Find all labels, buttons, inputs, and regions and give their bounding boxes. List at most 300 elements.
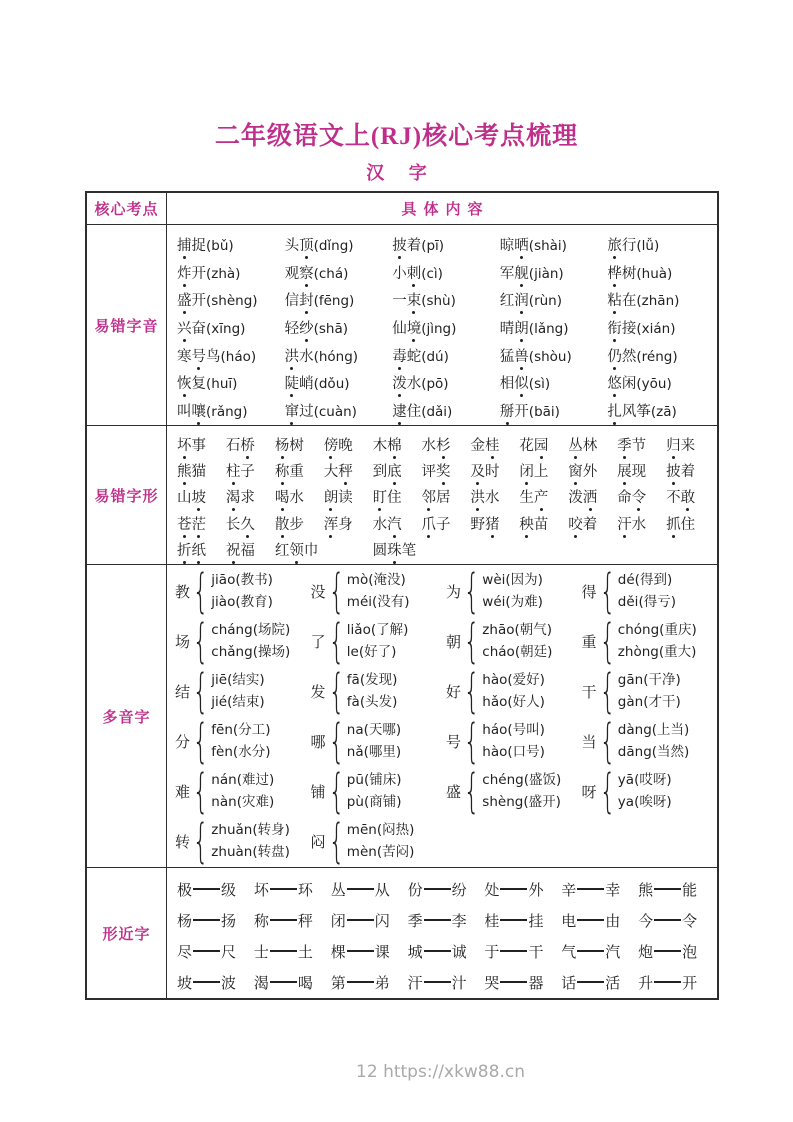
word (275, 490, 304, 506)
word-entry (666, 486, 715, 507)
character: 复 (191, 376, 206, 393)
character: 闭 (330, 912, 346, 930)
pinyin-entry (177, 345, 285, 366)
example-word: (爱好) (507, 671, 545, 688)
brace: { (192, 814, 209, 868)
word-entry (617, 460, 666, 481)
character: 波 (221, 974, 237, 992)
pinyin: chéng (482, 771, 524, 788)
word-entry (422, 460, 471, 481)
character: 苗 (533, 516, 549, 533)
character: 气 (561, 943, 577, 961)
word (177, 464, 206, 480)
character: 称 (275, 460, 290, 481)
reading (347, 791, 402, 814)
readings (482, 719, 545, 764)
pinyin: shèng (482, 794, 524, 810)
character: 过 (299, 403, 314, 420)
character: 坡 (177, 974, 193, 992)
polyphone-entry (310, 764, 447, 818)
character: 从 (374, 881, 390, 899)
pinyin-entry (500, 234, 608, 255)
pinyin: háo (482, 721, 508, 738)
pinyin: (cuàn) (313, 403, 357, 420)
character: 处 (484, 881, 500, 899)
character: 茫 (192, 513, 207, 534)
character: 子 (240, 464, 255, 481)
pinyin: jiē (211, 671, 228, 688)
character: 称 (253, 912, 269, 930)
word (519, 490, 548, 506)
character: 诚 (451, 943, 467, 961)
character: 毒 (392, 345, 407, 366)
polyphone-entry (310, 614, 447, 668)
character: 熊 (177, 460, 192, 481)
character: 挂 (528, 912, 544, 930)
word-entry (177, 513, 226, 534)
pinyin: (bǔ) (206, 238, 234, 255)
page-footer: 12 https://xkw88.cn (356, 1062, 525, 1082)
character: 棉 (387, 434, 402, 455)
character: 纷 (451, 881, 467, 899)
character: 邻 (422, 486, 437, 507)
character: 折 (177, 539, 192, 560)
pinyin: liǎo (346, 621, 371, 638)
reading (347, 691, 398, 714)
character: 步 (289, 516, 304, 533)
word (500, 404, 529, 420)
character: 水 (372, 516, 388, 533)
character: 窜 (285, 400, 300, 421)
pinyin-entry (500, 317, 608, 338)
word (285, 349, 314, 365)
readings (347, 569, 410, 614)
word (422, 438, 451, 454)
character: 苍 (177, 513, 192, 534)
character: 捕 (177, 234, 192, 255)
character: 时 (484, 464, 500, 481)
character: 丛 (330, 881, 346, 899)
pinyin: (zhān) (636, 293, 680, 310)
word (422, 464, 451, 480)
word-entry (373, 513, 422, 534)
character: 园 (534, 434, 549, 455)
similar-pair (561, 972, 638, 993)
polyphone-character: 重 (581, 632, 597, 651)
row-label-mispronounced-sounds: 易错字音 (87, 225, 167, 425)
polyphone-character: 哪 (310, 732, 326, 751)
character: 逮 (392, 400, 407, 421)
row-mispronounced-sounds (87, 224, 717, 425)
character: 杨 (275, 434, 290, 455)
character: 电 (561, 912, 577, 930)
readings (618, 719, 690, 764)
polyphone-character: 转 (175, 832, 191, 851)
character: 傍 (324, 434, 339, 455)
word (607, 293, 636, 309)
reading (482, 769, 561, 792)
character: 朗 (514, 317, 529, 338)
character: 产 (534, 486, 549, 507)
polyphonic-characters-content (167, 565, 717, 867)
polyphone-entry (175, 614, 311, 668)
character: 刺 (407, 262, 422, 283)
word (568, 490, 597, 506)
character: 树 (289, 437, 304, 454)
similar-pair (177, 879, 254, 900)
reading (482, 619, 552, 642)
character: 着 (406, 238, 422, 255)
character: 相 (499, 376, 515, 393)
word (226, 490, 255, 506)
word (607, 349, 636, 365)
word (285, 376, 314, 392)
word (617, 517, 646, 533)
character: 信 (284, 293, 300, 310)
character: 纱 (299, 317, 314, 338)
word-entry (324, 460, 373, 481)
example-word: (分工) (232, 721, 271, 738)
character: 熊 (638, 881, 654, 899)
character: 桂 (485, 434, 500, 455)
example-word: (得到) (634, 571, 673, 588)
similar-pair (638, 879, 715, 900)
example-word: (转身) (252, 821, 290, 838)
dash-line (270, 981, 297, 983)
character: 现 (631, 464, 647, 481)
example-word: (好了) (358, 644, 397, 660)
character: 渴 (253, 974, 269, 992)
polyphone-character: 好 (446, 682, 462, 701)
character: 大 (323, 464, 339, 481)
similar-characters-content (167, 868, 717, 998)
pinyin-entry (177, 234, 285, 255)
similar-pair (638, 910, 715, 931)
pinyin: (sì) (528, 376, 551, 393)
pinyin: (pō) (421, 376, 449, 393)
pinyin: (xīng) (206, 321, 246, 338)
dash-line (193, 919, 220, 921)
reading (211, 819, 290, 842)
pinyin: (dú) (421, 348, 449, 365)
brace: { (463, 664, 480, 718)
character: 头 (284, 238, 300, 255)
pinyin: nàn (211, 794, 237, 810)
character: 仙 (392, 321, 407, 338)
word-entry (373, 539, 471, 560)
word (568, 517, 597, 533)
pinyin: méi (346, 594, 373, 610)
example-word: (盛饭) (523, 771, 562, 788)
row-label-similar-characters: 形近字 (87, 868, 167, 998)
pinyin: (chá) (313, 265, 349, 282)
word (275, 517, 304, 533)
character: 猛 (499, 348, 515, 365)
pinyin-entry (500, 262, 608, 283)
polyphone-character: 教 (175, 582, 191, 601)
dash-line (347, 888, 374, 890)
character: 展 (617, 460, 632, 481)
reading (618, 741, 690, 764)
word (373, 438, 402, 454)
brace: { (463, 564, 480, 618)
dash-line (500, 919, 527, 921)
word-entry (422, 434, 471, 455)
character: 李 (451, 912, 467, 930)
word (373, 490, 402, 506)
character: 木 (372, 437, 388, 454)
word (392, 376, 421, 392)
reading (347, 591, 410, 614)
brace: { (599, 614, 616, 668)
pinyin: mèn (346, 844, 377, 860)
character: 季 (407, 912, 423, 930)
character: 闪 (374, 912, 390, 930)
word (568, 464, 597, 480)
pinyin: (dǐng) (313, 238, 354, 255)
character: 闲 (621, 376, 637, 393)
dash-line (424, 919, 451, 921)
pinyin-entry (392, 289, 500, 310)
character: 活 (605, 974, 621, 992)
polyphone-character: 得 (581, 582, 597, 601)
pinyin: zhāo (482, 621, 515, 638)
character: 棵 (330, 943, 346, 961)
pinyin: (fēng) (313, 293, 355, 310)
similar-pair (484, 941, 561, 962)
example-word: (为难) (505, 594, 543, 610)
pinyin: fā (346, 671, 360, 688)
character: 子 (436, 516, 451, 533)
pinyin-entry (607, 289, 715, 310)
reading (482, 641, 552, 664)
character: 外 (582, 464, 598, 481)
pinyin: wèi (482, 571, 506, 588)
character: 行 (621, 238, 637, 255)
pinyin: (hóng) (313, 348, 359, 365)
pinyin-entry (607, 262, 715, 283)
word-entry (177, 486, 226, 507)
pinyin: (jìng) (421, 321, 457, 338)
example-word: (上当) (651, 721, 690, 738)
dash-line (270, 888, 297, 890)
example-word: (干净) (643, 671, 681, 688)
polyphone-character: 没 (310, 582, 326, 601)
word-entry (275, 539, 373, 560)
character: 浑 (324, 513, 339, 534)
word (607, 321, 636, 337)
pinyin: (lǎng) (528, 321, 569, 338)
character: 福 (240, 543, 255, 560)
character: 居 (436, 490, 451, 507)
character: 恢 (177, 372, 192, 393)
dash-line (193, 888, 220, 890)
similar-pair (408, 972, 485, 993)
character: 敢 (681, 486, 696, 507)
reading (347, 569, 410, 592)
dash-line (270, 950, 297, 952)
example-word: (淹没) (368, 571, 406, 588)
word (177, 376, 206, 392)
word-entry (470, 513, 519, 534)
reading (211, 591, 273, 614)
character: 封 (299, 289, 314, 310)
word (226, 464, 255, 480)
character: 珠 (387, 539, 402, 560)
character: 桥 (240, 434, 255, 455)
character: 接 (621, 321, 637, 338)
character: 晾 (499, 238, 515, 255)
pinyin-entry (285, 262, 393, 283)
word-entry (666, 460, 715, 481)
polyphone-entry (310, 714, 447, 768)
character: 求 (240, 490, 255, 507)
mispronounced-sounds-content (167, 225, 717, 425)
pinyin: gàn (617, 694, 644, 710)
word-entry (617, 513, 666, 534)
word-entry (324, 434, 373, 455)
character: 令 (632, 486, 647, 507)
example-word: (操场) (252, 644, 291, 660)
word (177, 349, 221, 365)
reading (482, 669, 545, 692)
character: 陡 (285, 372, 300, 393)
character: 干 (528, 943, 544, 961)
example-word: (水分) (232, 744, 271, 760)
character: 久 (240, 513, 255, 534)
word (666, 517, 695, 533)
pinyin: (pī) (421, 238, 445, 255)
pinyin: (dǎi) (421, 403, 453, 420)
reading (482, 719, 545, 742)
reading (347, 769, 402, 792)
pinyin: (lǚ) (636, 238, 660, 255)
example-word: (好人) (507, 694, 545, 710)
word (285, 266, 314, 282)
character: 小 (392, 265, 407, 282)
character: 石 (225, 437, 241, 454)
polyphone-character: 呀 (581, 782, 597, 801)
pinyin-entry (392, 345, 500, 366)
readings (482, 569, 543, 614)
similar-pair (331, 879, 408, 900)
word (226, 517, 255, 533)
miswritten-forms-content (167, 426, 717, 564)
word-entry (422, 486, 471, 507)
example-word: (重庆) (659, 621, 697, 638)
word (666, 464, 695, 480)
word (470, 438, 499, 454)
word-entry (275, 460, 324, 481)
word-entry (324, 486, 373, 507)
character: 闭 (519, 460, 534, 481)
polyphone-entry (446, 564, 582, 618)
pinyin: zhuǎn (211, 821, 253, 838)
character: 金 (470, 437, 485, 454)
character: 士 (253, 943, 269, 961)
example-word: (结实) (227, 671, 265, 688)
word (285, 293, 314, 309)
brace: { (599, 564, 616, 618)
word (324, 517, 353, 533)
similar-pair (484, 910, 561, 931)
pinyin: cháo (482, 644, 515, 660)
character: 掰 (500, 400, 515, 421)
example-word: (因为) (505, 571, 543, 588)
dash-line (654, 950, 681, 952)
character: 来 (680, 437, 696, 454)
character: 晒 (514, 234, 529, 255)
character: 级 (221, 881, 237, 899)
word-entry (422, 513, 471, 534)
dash-line (347, 981, 374, 983)
character: 丛 (568, 434, 583, 455)
table-header-row (87, 193, 717, 224)
pinyin: děi (617, 594, 639, 610)
example-word: (唉呀) (634, 794, 672, 810)
character: 轻 (284, 321, 300, 338)
pinyin-entry (392, 372, 500, 393)
polyphone-character: 分 (175, 732, 191, 751)
reading (211, 691, 264, 714)
word (177, 293, 206, 309)
character: 课 (374, 943, 390, 961)
reading (347, 669, 398, 692)
brace: { (463, 614, 480, 668)
dash-line (424, 950, 451, 952)
similar-pair (484, 879, 561, 900)
example-word: (转盘) (252, 844, 290, 860)
word-entry (177, 434, 226, 455)
dash-line (500, 950, 527, 952)
word (422, 490, 451, 506)
pinyin-entry (177, 372, 285, 393)
character: 泼 (392, 372, 407, 393)
word (500, 376, 529, 392)
dash-line (500, 981, 527, 983)
brace: { (599, 764, 616, 818)
polyphone-entry (175, 664, 311, 718)
reading (618, 791, 672, 814)
readings (347, 619, 409, 664)
readings (618, 569, 676, 614)
polyphone-entry (310, 814, 447, 868)
polyphone-entry (446, 614, 582, 668)
character: 捉 (191, 238, 206, 255)
character: 林 (582, 437, 598, 454)
example-word: (头发) (359, 694, 398, 710)
character: 节 (631, 437, 647, 454)
example-word: (铺床) (363, 771, 402, 788)
similar-pair (561, 879, 638, 900)
polyphone-character: 朝 (446, 632, 462, 651)
character: 汁 (451, 974, 467, 992)
word-entry (519, 460, 568, 481)
polyphone-character: 为 (446, 582, 462, 601)
dash-line (577, 950, 604, 952)
word-entry (666, 434, 715, 455)
readings (211, 569, 273, 614)
pinyin: (bāi) (528, 403, 560, 420)
readings (482, 769, 561, 814)
word (607, 376, 636, 392)
character: 粘 (607, 289, 622, 310)
character: 花 (519, 437, 534, 454)
character: 秤 (297, 912, 313, 930)
character: 散 (275, 513, 290, 534)
example-word: (盛开) (523, 794, 561, 810)
character: 水 (406, 376, 422, 393)
